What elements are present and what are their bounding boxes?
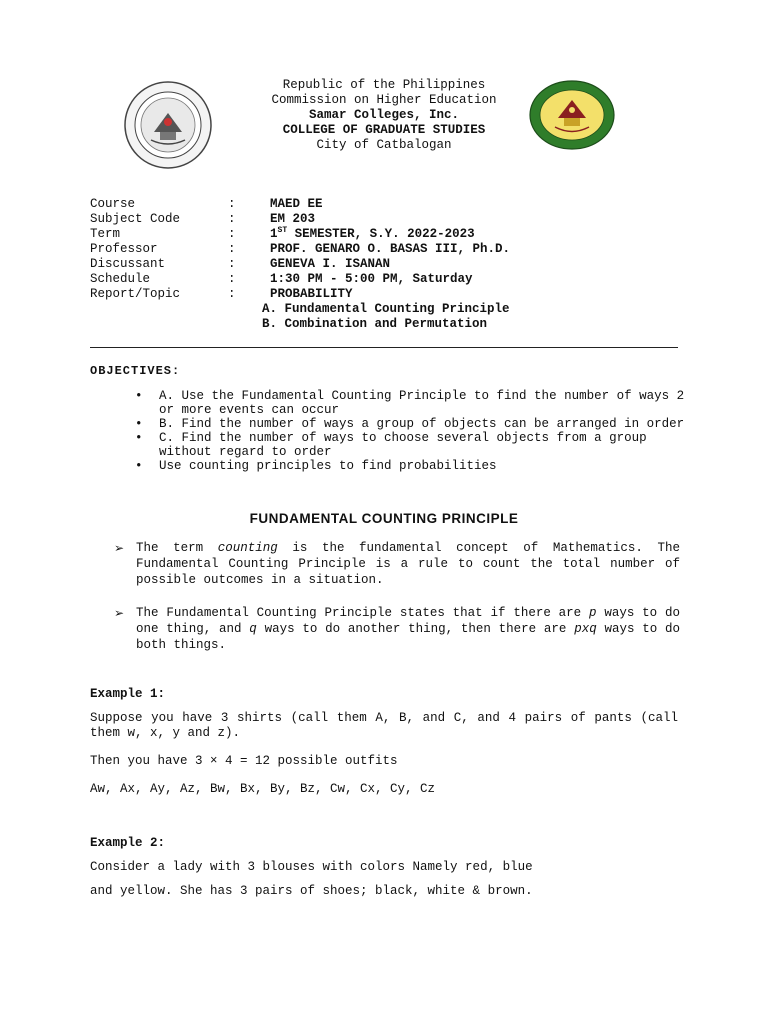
info-row-professor <box>90 242 510 257</box>
info-row-topic <box>90 287 510 302</box>
info-row-subject <box>90 212 510 227</box>
list-item <box>135 431 695 459</box>
info-value <box>270 227 475 242</box>
list-item <box>135 417 695 431</box>
info-value: EM 203 <box>270 212 316 226</box>
header-commission: Commission on Higher Education <box>271 93 497 107</box>
topic-a: A. Fundamental Counting Principle <box>262 302 510 316</box>
info-colon: : <box>228 242 236 256</box>
term-rest: SEMESTER, S.Y. 2022-2023 <box>287 227 475 241</box>
info-colon: : <box>228 197 236 211</box>
bullet-icon: • <box>135 459 143 473</box>
document-header <box>200 78 568 153</box>
header-city: City of Catbalogan <box>316 138 452 152</box>
example-2-paragraph-line1: Consider a lady with 3 blouses with colors Namely red, blue <box>90 860 533 874</box>
text-emphasis: pxq <box>574 622 597 636</box>
paragraph-text <box>136 605 680 653</box>
paragraph-text <box>136 540 680 588</box>
objectives-list <box>135 389 695 473</box>
list-item <box>135 389 695 417</box>
text-run: ways to do another thing, then there are <box>256 622 575 636</box>
info-value: PROBABILITY <box>270 287 353 301</box>
info-colon: : <box>228 257 236 271</box>
text-run: The Fundamental Counting Principle states that if there are <box>136 606 589 620</box>
bullet-icon: • <box>135 389 143 403</box>
example-1-paragraph: Suppose you have 3 shirts (call them A, B, and C, and 4 pairs of pants (call them w, x, y and z). <box>90 711 678 740</box>
info-row-discussant <box>90 257 510 272</box>
info-value: PROF. GENARO O. BASAS III, Ph.D. <box>270 242 511 256</box>
section-title: FUNDAMENTAL COUNTING PRINCIPLE <box>249 511 519 526</box>
info-value: GENEVA I. ISANAN <box>270 257 391 271</box>
info-colon: : <box>228 227 236 241</box>
arrow-bullet-icon: ➢ <box>114 541 125 555</box>
text-emphasis: counting <box>217 541 278 555</box>
list-item <box>135 459 695 473</box>
example-2-title: Example 2: <box>90 836 166 850</box>
info-label: Subject Code <box>90 212 181 226</box>
bullet-icon: • <box>135 431 143 445</box>
fcp-paragraph-1 <box>114 540 680 588</box>
text-emphasis: q <box>249 622 257 636</box>
info-colon: : <box>228 212 236 226</box>
info-label: Professor <box>90 242 158 256</box>
info-label: Report/Topic <box>90 287 181 301</box>
info-label: Schedule <box>90 272 151 286</box>
header-college: COLLEGE OF GRADUATE STUDIES <box>282 123 486 137</box>
info-label: Course <box>90 197 136 211</box>
term-number: 1 <box>270 227 278 241</box>
text-run: ways to do one thing, and <box>136 606 681 636</box>
bullet-icon: • <box>135 417 143 431</box>
example-1-outfits: Aw, Ax, Ay, Az, Bw, Bx, By, Bz, Cw, Cx, Cy, Cz <box>90 782 436 796</box>
example-2-paragraph-line2: and yellow. She has 3 pairs of shoes; black, white & brown. <box>90 884 533 898</box>
text-emphasis: p <box>589 606 597 620</box>
objective-text: C. Find the number of ways to choose several objects from a group without regard to order <box>159 431 647 459</box>
topic-b: B. Combination and Permutation <box>262 317 488 331</box>
term-superscript: ST <box>277 226 288 235</box>
objectives-title: OBJECTIVES: <box>90 364 181 378</box>
fcp-paragraph-2 <box>114 605 680 653</box>
arrow-bullet-icon: ➢ <box>114 606 125 620</box>
info-colon: : <box>228 287 236 301</box>
example-1-title: Example 1: <box>90 687 166 701</box>
info-value: 1:30 PM - 5:00 PM, Saturday <box>270 272 473 286</box>
text-run: The term <box>136 541 218 555</box>
example-1-result: Then you have 3 × 4 = 12 possible outfits <box>90 754 398 768</box>
course-info-block <box>90 197 510 302</box>
info-row-course <box>90 197 510 212</box>
objective-text: A. Use the Fundamental Counting Principle to find the number of ways 2 or more events can occur <box>159 389 685 417</box>
info-label: Discussant <box>90 257 166 271</box>
header-institution: Samar Colleges, Inc. <box>308 108 460 122</box>
info-row-schedule <box>90 272 510 287</box>
text-run: ways to do both things. <box>136 622 680 652</box>
info-row-term <box>90 227 510 242</box>
text-run: is the fundamental concept of Mathematics. The Fundamental Counting Principle is a rule to count the total number of possible outcomes in a situation. <box>136 541 680 587</box>
info-colon: : <box>228 272 236 286</box>
info-value: MAED EE <box>270 197 323 211</box>
info-label: Term <box>90 227 121 241</box>
objective-text: B. Find the number of ways a group of objects can be arranged in order <box>159 417 685 431</box>
header-republic: Republic of the Philippines <box>282 78 486 92</box>
objective-text: Use counting principles to find probabilities <box>159 459 497 473</box>
divider-line <box>90 347 678 348</box>
